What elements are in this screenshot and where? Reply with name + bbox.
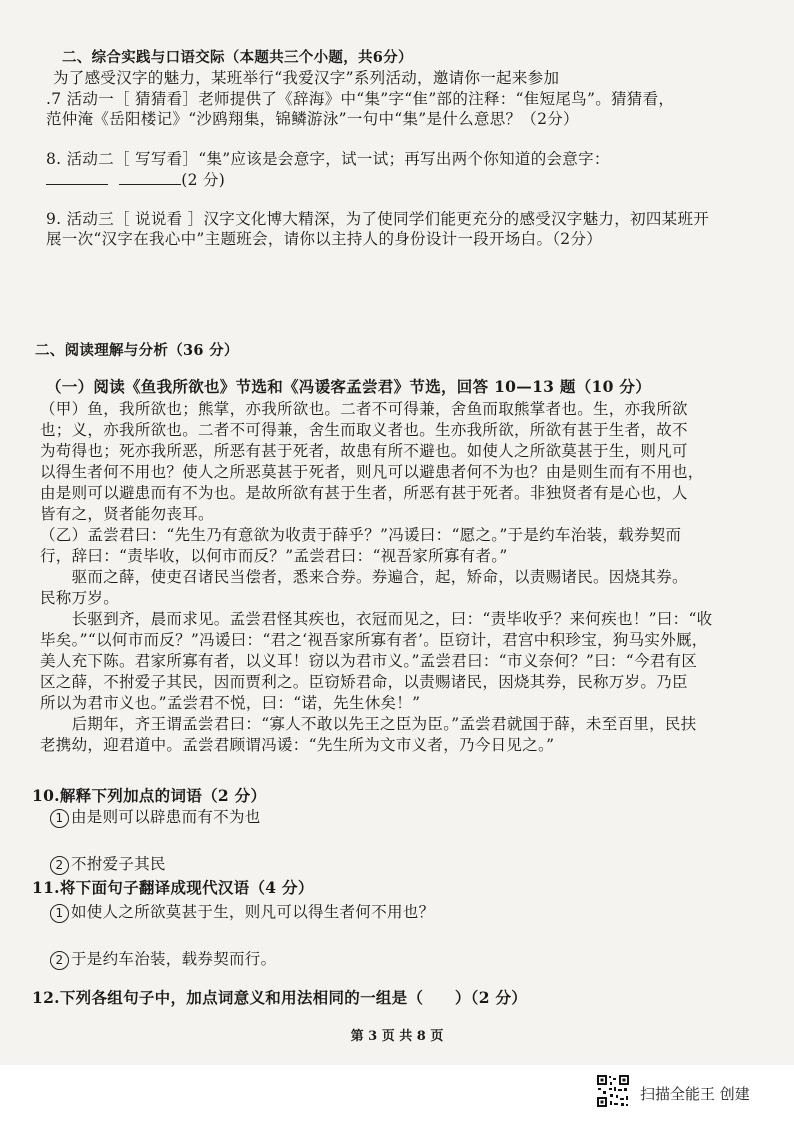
q7-line-1: .7 活动一［ 猜猜看］老师提供了《辞海》中“集”字“隹”部的注释：“隹短尾鸟”。猜猜看，	[46, 90, 675, 108]
q11-item-2: 2 于是约车治装，载券契而行。	[50, 948, 276, 970]
q8-answer-line	[46, 169, 225, 191]
passage-line: 美人充下陈。君家所寡有者，以义耳！窃以为君市义。”孟尝君曰：“市义奈何？”曰：“今君有区	[40, 652, 698, 670]
q9-line-2: 展一次“汉字在我心中”主题班会，请你以主持人的身份设计一段开场白。（2分）	[46, 230, 603, 248]
passage-line: 所以为君市义也。”孟尝君不悦，曰：“诺，先生休矣！”	[40, 694, 421, 712]
circled-number-2: 2	[50, 856, 69, 875]
q10-item-2: 2 不拊爱子其民	[50, 853, 166, 875]
page-number: 第 3 页 共 8 页	[350, 1029, 444, 1044]
circled-number-2: 2	[50, 951, 69, 970]
circled-number-1: 1	[50, 809, 69, 828]
section-2-heading: 二、综合实践与口语交际（本题共三个小题，共6分）	[62, 49, 413, 66]
passage-line: 民称万岁。	[40, 589, 120, 607]
q8-score: (2 分)	[181, 171, 226, 189]
scanner-brand-label: 扫描全能王 创建	[640, 1085, 750, 1103]
passage-line: 以得生者何不用也？使人之所恶莫甚于死者，则凡可以避患者何不为也？由是则生而有不用也，	[40, 463, 704, 481]
passage-line: 长驱到齐，晨而求见。孟尝君怪其疾也，衣冠而见之，曰：“责毕收乎？来何疾也！”曰：“收	[40, 610, 713, 628]
q10-heading: 10.解释下列加点的词语（2 分）	[32, 786, 267, 805]
passage-line: 由是则可以避患而有不为也。是故所欲有甚于生者，所恶有甚于死者。非独贤者有是心也，人	[40, 484, 688, 502]
circled-number-1: 1	[50, 904, 69, 923]
q11-item-1: 1 如使人之所欲莫甚于生，则凡可以得生者何不用也？	[50, 901, 434, 923]
passage-line: 也；义，亦我所欲也。二者不可得兼，舍生而取义者也。生亦我所欲，所欲有甚于生者，故不	[40, 421, 688, 439]
qr-code-icon	[596, 1074, 630, 1108]
passage-line: （乙）孟尝君曰：“先生乃有意欲为收责于薛乎？”冯谖曰：“愿之。”于是约车治装，载券契而	[40, 526, 682, 544]
passage-line: （甲）鱼，我所欲也；熊掌，亦我所欲也。二者不可得兼，舍鱼而取熊掌者也。生，亦我所欲	[40, 400, 688, 418]
reading-sub-heading: （一）阅读《鱼我所欲也》节选和《冯谖客孟尝君》节选，回答 10—13 题（10 分）	[46, 377, 652, 396]
section-2-intro: 为了感受汉字的魅力，某班举行“我爱汉字”系列活动，邀请你一起来参加	[53, 69, 560, 87]
reading-heading: 二、阅读理解与分析（36 分）	[35, 342, 239, 359]
passage-line: 行，辞曰：“责毕收，以何市而反？”孟尝君曰：“视吾家所寡有者。”	[40, 547, 508, 565]
q10-item-1: 1 由是则可以辟患而有不为也	[50, 806, 261, 828]
passage-line: 毕矣。”“以何市而反？”冯谖曰：“君之‘视吾家所寡有者’。臣窃计，君宫中积珍宝，狗马实外厩，	[40, 631, 708, 649]
q9-line-1: 9. 活动三［ 说说看 ］汉字文化博大精深，为了使同学们能更充分的感受汉字魅力，初四某班开	[46, 210, 710, 228]
passage-line: 驱而之薛，使吏召诸民当偿者，悉来合券。券遍合，起，矫命，以责赐诸民。因烧其券。	[40, 568, 688, 586]
q12-heading: 12.下列各组句子中，加点词意义和用法相同的一组是（ ）（2 分）	[32, 988, 528, 1007]
passage-line: 后期年，齐王谓孟尝君曰：“寡人不敢以先王之臣为臣。”孟尝君就国于薛，未至百里，民扶	[40, 715, 697, 733]
q8-line-1: 8. 活动二［ 写写看］“集”应该是会意字，试一试；再写出两个你知道的会意字：	[46, 150, 610, 168]
q7-line-2: 范仲淹《岳阳楼记》“沙鸥翔集，锦鳞游泳”一句中“集”是什么意思？（2分）	[46, 110, 579, 128]
passage-line: 老携幼，迎君道中。孟尝君顾谓冯谖：“先生所为文市义者，乃今日见之。”	[40, 736, 555, 754]
passage-line: 皆有之，贤者能勿丧耳。	[40, 505, 214, 523]
passage-line: 区之薛，不拊爱子其民，因而贾利之。臣窃矫君命，以责赐诸民，因烧其券，民称万岁。乃臣	[40, 673, 688, 691]
passage-line: 为苟得也；死亦我所恶，所恶有甚于死者，故患有所不避也。如使人之所欲莫甚于生，则凡可	[40, 442, 688, 460]
answer-blank-1[interactable]	[46, 170, 108, 185]
answer-blank-2[interactable]	[119, 170, 181, 185]
q11-heading: 11.将下面句子翻译成现代汉语（4 分）	[32, 878, 314, 897]
